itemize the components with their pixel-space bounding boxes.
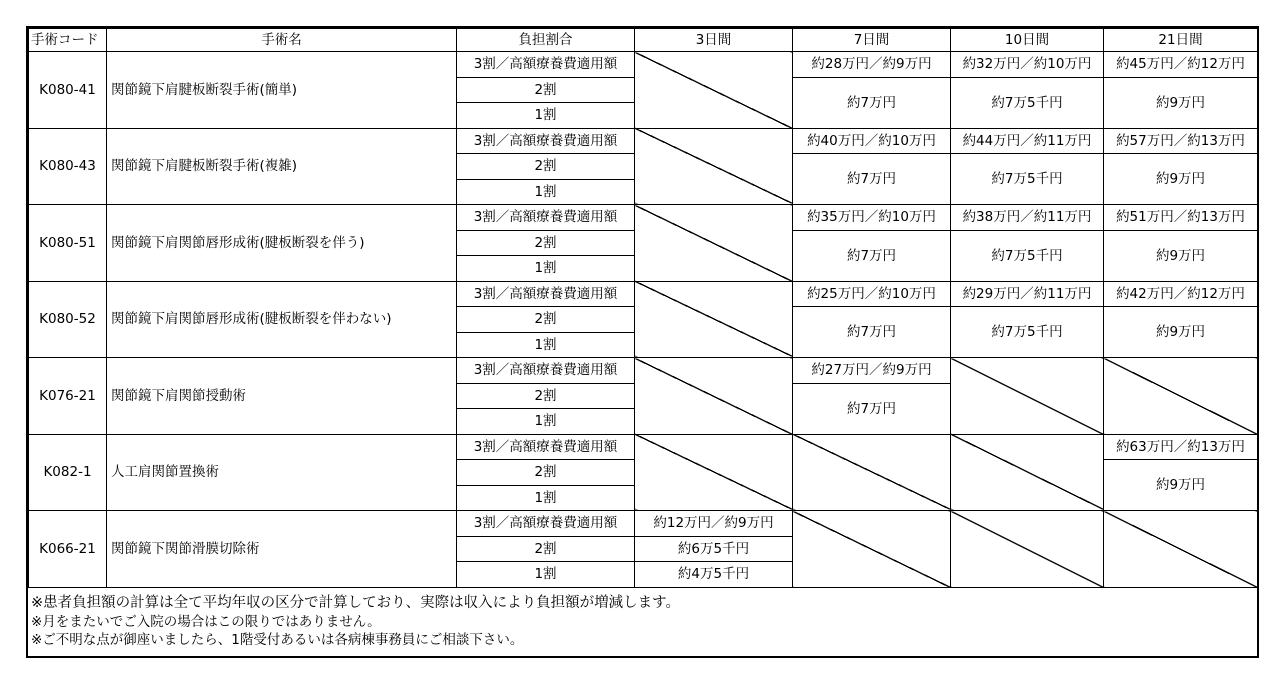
cost-7days-12wari: 約7万円 <box>793 307 951 358</box>
empty-cell-slash <box>1104 358 1258 435</box>
cost-10days-3wari: 約32万円／約10万円 <box>951 52 1104 78</box>
header-7days: 7日間 <box>793 29 951 52</box>
table-row <box>29 205 1258 231</box>
ratio-1wari: 1割 <box>457 332 635 358</box>
ratio-2wari: 2割 <box>457 460 635 486</box>
cost-3days-3wari: 約12万円／約9万円 <box>635 511 793 537</box>
ratio-2wari: 2割 <box>457 77 635 103</box>
cost-21days-12wari: 約9万円 <box>1104 77 1258 128</box>
footnote-month: ※月をまたいでご入院の場合はこの限りではありません。 <box>31 613 381 630</box>
ratio-3wari: 3割／高額療養費適用額 <box>457 358 635 384</box>
procedure-name: 関節鏡下肩腱板断裂手術(複雑) <box>107 128 457 205</box>
table-row <box>29 52 1258 78</box>
procedure-name: 関節鏡下肩腱板断裂手術(簡単) <box>107 52 457 129</box>
empty-cell-slash <box>793 511 951 588</box>
cost-10days-12wari: 約7万5千円 <box>951 154 1104 205</box>
header-3days: 3日間 <box>635 29 793 52</box>
cost-21days-3wari: 約57万円／約13万円 <box>1104 128 1258 154</box>
footnotes <box>31 594 680 650</box>
ratio-3wari: 3割／高額療養費適用額 <box>457 511 635 537</box>
cost-21days-12wari: 約9万円 <box>1104 154 1258 205</box>
cost-7days-12wari: 約7万円 <box>793 230 951 281</box>
cost-21days-3wari: 約51万円／約13万円 <box>1104 205 1258 231</box>
ratio-3wari: 3割／高額療養費適用額 <box>457 205 635 231</box>
ratio-3wari: 3割／高額療養費適用額 <box>457 128 635 154</box>
cost-10days-3wari: 約29万円／約11万円 <box>951 281 1104 307</box>
procedure-code: K080-51 <box>29 205 107 282</box>
empty-cell-slash <box>793 434 951 511</box>
empty-cell-slash <box>635 52 793 129</box>
header-name: 手術名 <box>107 29 457 52</box>
cost-21days-12wari: 約9万円 <box>1104 307 1258 358</box>
empty-cell-slash <box>635 358 793 435</box>
header-21days: 21日間 <box>1104 29 1258 52</box>
ratio-3wari: 3割／高額療養費適用額 <box>457 281 635 307</box>
cost-7days-3wari: 約25万円／約10万円 <box>793 281 951 307</box>
header-code: 手術コード <box>29 29 107 52</box>
procedure-code: K080-52 <box>29 281 107 358</box>
surgery-cost-table <box>28 28 1258 588</box>
procedure-code: K076-21 <box>29 358 107 435</box>
procedure-name: 関節鏡下関節滑膜切除術 <box>107 511 457 588</box>
ratio-2wari: 2割 <box>457 154 635 180</box>
table-row <box>29 128 1258 154</box>
empty-cell-slash <box>635 281 793 358</box>
procedure-name: 関節鏡下肩関節唇形成術(腱板断裂を伴わない) <box>107 281 457 358</box>
table-row <box>29 434 1258 460</box>
ratio-2wari: 2割 <box>457 307 635 333</box>
cost-10days-12wari: 約7万5千円 <box>951 77 1104 128</box>
empty-cell-slash <box>951 358 1104 435</box>
cost-sheet <box>26 26 1259 658</box>
header-ratio: 負担割合 <box>457 29 635 52</box>
cost-10days-12wari: 約7万5千円 <box>951 230 1104 281</box>
cost-7days-3wari: 約40万円／約10万円 <box>793 128 951 154</box>
header-row <box>29 29 1258 52</box>
cost-7days-12wari: 約7万円 <box>793 383 951 434</box>
procedure-name: 関節鏡下肩関節授動術 <box>107 358 457 435</box>
ratio-3wari: 3割／高額療養費適用額 <box>457 434 635 460</box>
ratio-1wari: 1割 <box>457 256 635 282</box>
empty-cell-slash <box>635 128 793 205</box>
cost-7days-3wari: 約28万円／約9万円 <box>793 52 951 78</box>
procedure-code: K080-43 <box>29 128 107 205</box>
ratio-1wari: 1割 <box>457 179 635 205</box>
table-row <box>29 281 1258 307</box>
cost-7days-12wari: 約7万円 <box>793 154 951 205</box>
empty-cell-slash <box>635 205 793 282</box>
empty-cell-slash <box>1104 511 1258 588</box>
ratio-2wari: 2割 <box>457 536 635 562</box>
cost-3days-2wari: 約6万5千円 <box>635 536 793 562</box>
table-row <box>29 358 1258 384</box>
ratio-2wari: 2割 <box>457 383 635 409</box>
cost-21days-3wari: 約63万円／約13万円 <box>1104 434 1258 460</box>
ratio-1wari: 1割 <box>457 562 635 588</box>
cost-21days-12wari: 約9万円 <box>1104 230 1258 281</box>
procedure-name: 人工肩関節置換術 <box>107 434 457 511</box>
procedure-code: K082-1 <box>29 434 107 511</box>
header-10days: 10日間 <box>951 29 1104 52</box>
ratio-3wari: 3割／高額療養費適用額 <box>457 52 635 78</box>
footnote-contact: ※ご不明な点が御座いましたら、1階受付あるいは各病棟事務員にご相談下さい。 <box>31 632 524 648</box>
table-row <box>29 511 1258 537</box>
cost-7days-12wari: 約7万円 <box>793 77 951 128</box>
cost-7days-3wari: 約27万円／約9万円 <box>793 358 951 384</box>
cost-21days-12wari: 約9万円 <box>1104 460 1258 511</box>
cost-21days-3wari: 約45万円／約12万円 <box>1104 52 1258 78</box>
empty-cell-slash <box>635 434 793 511</box>
cost-10days-3wari: 約38万円／約11万円 <box>951 205 1104 231</box>
ratio-2wari: 2割 <box>457 230 635 256</box>
empty-cell-slash <box>951 434 1104 511</box>
cost-3days-1wari: 約4万5千円 <box>635 562 793 588</box>
empty-cell-slash <box>951 511 1104 588</box>
ratio-1wari: 1割 <box>457 103 635 129</box>
procedure-code: K080-41 <box>29 52 107 129</box>
footnote-income: ※患者負担額の計算は全て平均年収の区分で計算しており、実際は収入により負担額が増減します。 <box>31 595 680 611</box>
ratio-1wari: 1割 <box>457 485 635 511</box>
cost-10days-12wari: 約7万5千円 <box>951 307 1104 358</box>
cost-21days-3wari: 約42万円／約12万円 <box>1104 281 1258 307</box>
cost-7days-3wari: 約35万円／約10万円 <box>793 205 951 231</box>
procedure-code: K066-21 <box>29 511 107 588</box>
procedure-name: 関節鏡下肩関節唇形成術(腱板断裂を伴う) <box>107 205 457 282</box>
cost-10days-3wari: 約44万円／約11万円 <box>951 128 1104 154</box>
ratio-1wari: 1割 <box>457 409 635 435</box>
